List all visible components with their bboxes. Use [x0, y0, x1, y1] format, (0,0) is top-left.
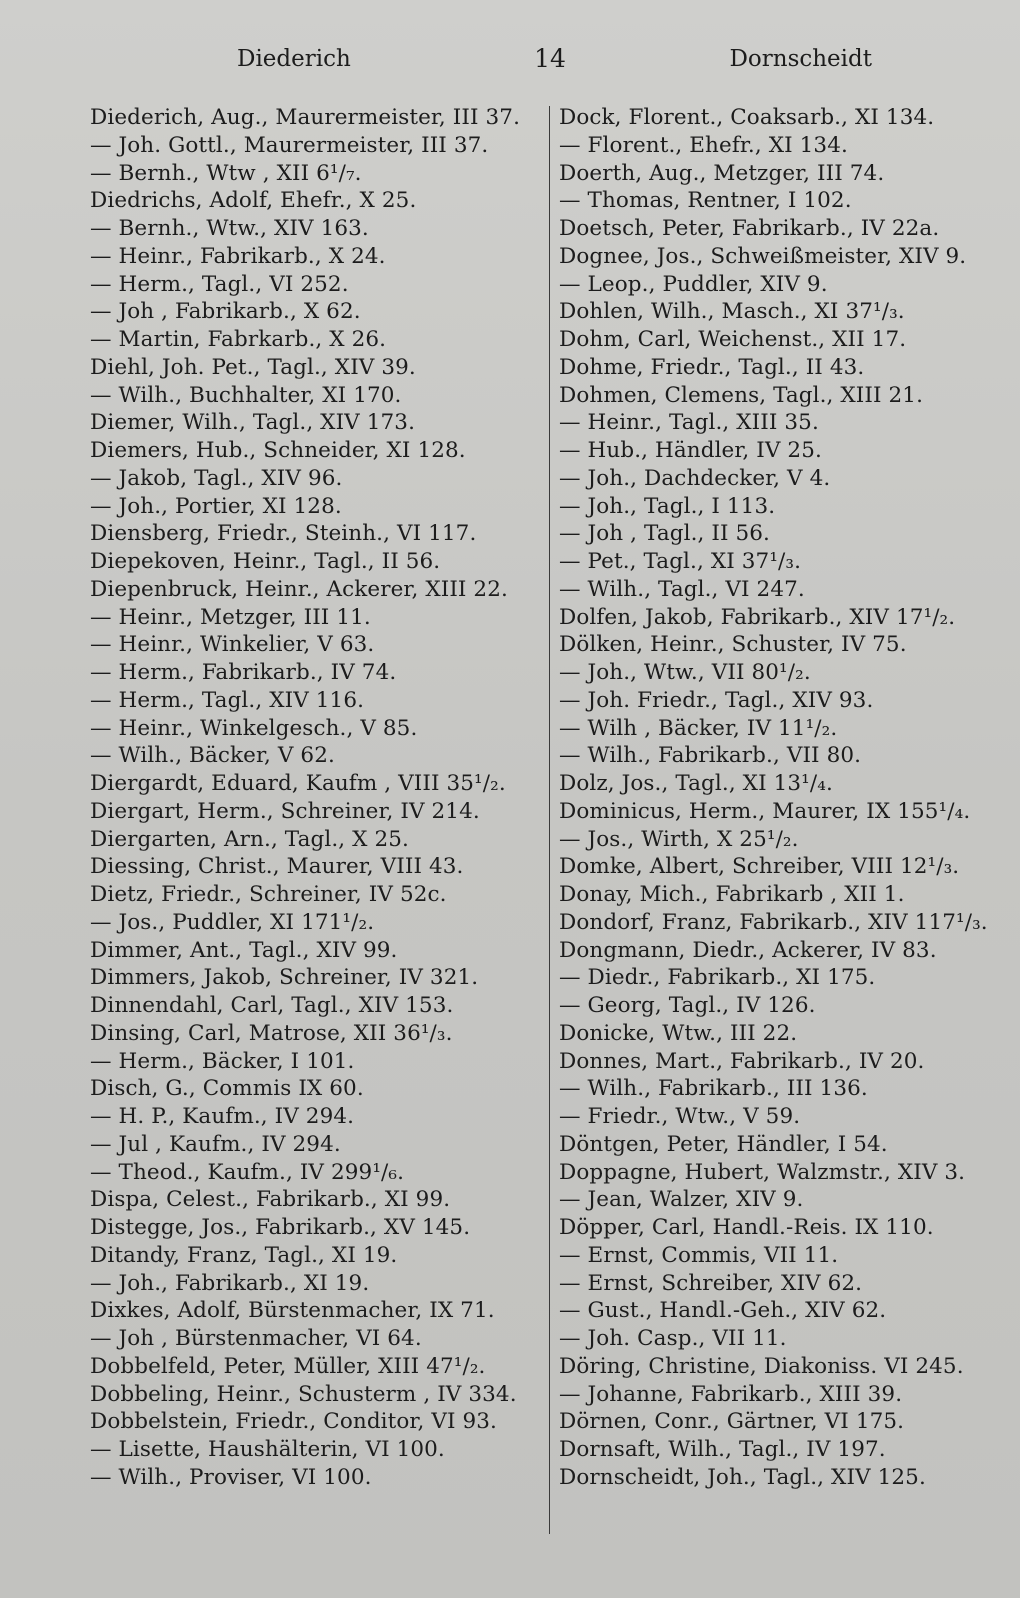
directory-entry: Dongmann, Diedr., Ackerer, IV 83. [559, 937, 937, 963]
directory-entry: — Heinr., Tagl., XIII 35. [559, 410, 819, 436]
directory-entry: Dölken, Heinr., Schuster, IV 75. [559, 632, 907, 658]
directory-entry: Donnes, Mart., Fabrikarb., IV 20. [559, 1048, 925, 1074]
directory-entry: Döring, Christine, Diakoniss. VI 245. [559, 1353, 964, 1379]
directory-entry: — Thomas, Rentner, I 102. [559, 188, 852, 214]
directory-entry: Doppagne, Hubert, Walzmstr., XIV 3. [559, 1159, 966, 1185]
directory-entry: Dinnendahl, Carl, Tagl., XIV 153. [90, 993, 454, 1018]
directory-entry: Diessing, Christ., Maurer, VIII 43. [90, 854, 464, 880]
directory-entry: — Joh., Fabrikarb., XI 19. [90, 1270, 370, 1296]
directory-entry: — Joh., Tagl., I 113. [559, 493, 776, 519]
directory-entry: — Jean, Walzer, XIV 9. [559, 1187, 804, 1213]
directory-entry: — Wilh., Tagl., VI 247. [559, 576, 805, 602]
directory-entry: Diederich, Aug., Maurermeister, III 37. [90, 105, 521, 130]
directory-entry: — Wilh., Fabrikarb., VII 80. [559, 743, 862, 769]
directory-entry: — Heinr., Winkelgesch., V 85. [90, 715, 418, 741]
directory-entry: Distegge, Jos., Fabrikarb., XV 145. [90, 1215, 471, 1240]
directory-entry: Dispa, Celest., Fabrikarb., XI 99. [90, 1187, 451, 1213]
directory-entry: — Leop., Puddler, XIV 9. [559, 271, 828, 297]
directory-entry: — Jakob, Tagl., XIV 96. [90, 465, 343, 491]
directory-entry: Diemer, Wilh., Tagl., XIV 173. [90, 410, 416, 436]
directory-entry: Dognee, Jos., Schweißmeister, XIV 9. [559, 243, 967, 269]
directory-entry: — Wilh., Fabrikarb., III 136. [559, 1076, 868, 1102]
directory-entry: Doetsch, Peter, Fabrikarb., IV 22a. [559, 216, 940, 241]
directory-entry: — Joh. Gottl., Maurermeister, III 37. [90, 132, 489, 158]
directory-entry: Döpper, Carl, Handl.-Reis. IX 110. [559, 1215, 934, 1240]
directory-entry: Domke, Albert, Schreiber, VIII 12¹/₃. [559, 854, 960, 880]
directory-entry: Dornsaft, Wilh., Tagl., IV 197. [559, 1437, 886, 1462]
directory-entry: Dock, Florent., Coaksarb., XI 134. [559, 105, 935, 130]
directory-entry: — Joh., Portier, XI 128. [90, 493, 342, 519]
directory-entry: Donicke, Wtw., III 22. [559, 1020, 798, 1046]
directory-entry: Dinsing, Carl, Matrose, XII 36¹/₃. [90, 1020, 453, 1046]
directory-entry: Dixkes, Adolf, Bürstenmacher, IX 71. [90, 1298, 495, 1324]
directory-entry: Dohm, Carl, Weichenst., XII 17. [559, 327, 907, 352]
directory-entry: — Heinr., Winkelier, V 63. [90, 632, 375, 658]
directory-entry: Diepenbruck, Heinr., Ackerer, XIII 22. [90, 576, 508, 602]
directory-entry: Diergarten, Arn., Tagl., X 25. [90, 826, 409, 852]
directory-entry: — Martin, Fabrkarb., X 26. [90, 327, 387, 352]
directory-entry: — Diedr., Fabrikarb., XI 175. [559, 965, 876, 991]
directory-entry: — Jos., Wirth, X 25¹/₂. [559, 826, 799, 852]
directory-entry: — Joh. Friedr., Tagl., XIV 93. [559, 687, 874, 713]
directory-entry: — Florent., Ehefr., XI 134. [559, 132, 848, 158]
directory-entry: Diedrichs, Adolf, Ehefr., X 25. [90, 188, 417, 214]
directory-entry: — Ernst, Schreiber, XIV 62. [559, 1270, 863, 1296]
directory-entry: Döntgen, Peter, Händler, I 54. [559, 1131, 888, 1157]
directory-entry: — Herm., Tagl., VI 252. [90, 271, 349, 297]
directory-entry: Dobbeling, Heinr., Schusterm , IV 334. [90, 1381, 517, 1407]
directory-entry: — Bernh., Wtw , XII 6¹/₇. [90, 160, 362, 186]
directory-entry: — Joh , Bürstenmacher, VI 64. [90, 1326, 422, 1351]
column-divider [549, 106, 550, 1534]
directory-entry: Dobbelstein, Friedr., Conditor, VI 93. [90, 1409, 497, 1435]
directory-entry: — Heinr., Fabrikarb., X 24. [90, 243, 386, 269]
directory-entry: — Joh., Dachdecker, V 4. [559, 465, 831, 491]
directory-entry: Dobbelfeld, Peter, Müller, XIII 47¹/₂. [90, 1353, 486, 1379]
directory-entry: Dolz, Jos., Tagl., XI 13¹/₄. [559, 771, 833, 796]
directory-entry: Diepekoven, Heinr., Tagl., II 56. [90, 549, 441, 574]
directory-entry: Dörnen, Conr., Gärtner, VI 175. [559, 1409, 905, 1435]
directory-entry: Dimmers, Jakob, Schreiner, IV 321. [90, 965, 479, 991]
directory-entry: Dolfen, Jakob, Fabrikarb., XIV 17¹/₂. [559, 604, 956, 630]
directory-entry: — Jos., Puddler, XI 171¹/₂. [90, 909, 375, 935]
directory-entry: — Lisette, Haushälterin, VI 100. [90, 1437, 445, 1462]
directory-entry: — Jul , Kaufm., IV 294. [90, 1131, 341, 1157]
directory-entry: — Bernh., Wtw., XIV 163. [90, 216, 369, 241]
directory-entry: Diemers, Hub., Schneider, XI 128. [90, 438, 466, 463]
header-left-catchword: Diederich [237, 46, 351, 72]
directory-entry: Dornscheidt, Joh., Tagl., XIV 125. [559, 1464, 926, 1490]
directory-entry: — Wilh., Buchhalter, XI 170. [90, 382, 402, 408]
directory-entry: Diergart, Herm., Schreiner, IV 214. [90, 798, 480, 824]
directory-entry: Ditandy, Franz, Tagl., XI 19. [90, 1242, 398, 1268]
directory-entry: — Pet., Tagl., XI 37¹/₃. [559, 549, 802, 574]
directory-entry: — Herm., Fabrikarb., IV 74. [90, 660, 397, 685]
directory-entry: — Heinr., Metzger, III 11. [90, 604, 371, 630]
directory-entry: — Ernst, Commis, VII 11. [559, 1242, 839, 1268]
directory-entry: — Joh., Wtw., VII 80¹/₂. [559, 660, 811, 685]
directory-entry: Dohmen, Clemens, Tagl., XIII 21. [559, 382, 924, 408]
directory-entry: Dohlen, Wilh., Masch., XI 37¹/₃. [559, 299, 905, 325]
directory-entry: — Wilh., Bäcker, V 62. [90, 743, 335, 769]
page-number: 14 [534, 44, 566, 73]
directory-entry: — Wilh., Proviser, VI 100. [90, 1464, 372, 1490]
directory-entry: — Joh , Tagl., II 56. [559, 521, 770, 547]
directory-entry: Dominicus, Herm., Maurer, IX 155¹/₄. [559, 798, 971, 824]
header-right-catchword: Dornscheidt [729, 46, 872, 72]
directory-entry: — Friedr., Wtw., V 59. [559, 1104, 801, 1129]
left-column [90, 104, 540, 1492]
directory-entry: Diehl, Joh. Pet., Tagl., XIV 39. [90, 354, 416, 380]
directory-entry: — Joh , Fabrikarb., X 62. [90, 299, 361, 325]
directory-entry: — Gust., Handl.-Geh., XIV 62. [559, 1298, 887, 1324]
directory-entry: Dietz, Friedr., Schreiner, IV 52c. [90, 882, 447, 907]
directory-entry: — Theod., Kaufm., IV 299¹/₆. [90, 1159, 405, 1185]
directory-entry: — Herm., Tagl., XIV 116. [90, 687, 365, 713]
directory-entry: Diergardt, Eduard, Kaufm , VIII 35¹/₂. [90, 771, 506, 796]
right-column [559, 104, 1011, 1492]
directory-entry: Diensberg, Friedr., Steinh., VI 117. [90, 521, 477, 547]
running-header [0, 40, 1020, 80]
directory-entry: — Wilh , Bäcker, IV 11¹/₂. [559, 715, 838, 741]
directory-entry: — H. P., Kaufm., IV 294. [90, 1104, 355, 1129]
directory-entry: Dohme, Friedr., Tagl., II 43. [559, 354, 865, 380]
directory-entry: — Johanne, Fabrikarb., XIII 39. [559, 1381, 903, 1407]
directory-entry: — Joh. Casp., VII 11. [559, 1326, 787, 1351]
directory-entry: Dondorf, Franz, Fabrikarb., XIV 117¹/₃. [559, 909, 988, 935]
directory-entry: — Georg, Tagl., IV 126. [559, 993, 816, 1018]
directory-entry: Doerth, Aug., Metzger, III 74. [559, 160, 885, 186]
directory-entry: — Hub., Händler, IV 25. [559, 438, 822, 463]
directory-entry: Donay, Mich., Fabrikarb , XII 1. [559, 882, 905, 907]
directory-entry: — Herm., Bäcker, I 101. [90, 1048, 355, 1074]
directory-entry: Disch, G., Commis IX 60. [90, 1076, 364, 1102]
directory-entry: Dimmer, Ant., Tagl., XIV 99. [90, 937, 398, 963]
